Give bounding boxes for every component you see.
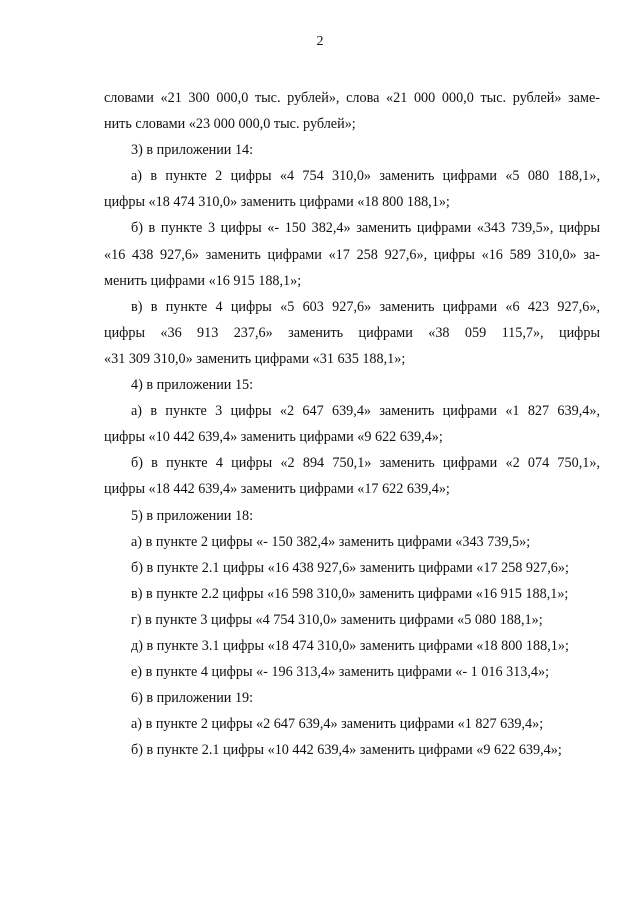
list-item: б) в пункте 4 цифры «2 894 750,1» заменить цифрами «2 074 750,1», [131,455,600,472]
list-item: а) в пункте 2 цифры «2 647 639,4» заменить цифрами «1 827 639,4»; [131,716,544,733]
document-body [104,85,600,763]
text-line: менить цифрами «16 915 188,1»; [104,272,302,289]
list-item: б) в пункте 2.1 цифры «16 438 927,6» заменить цифрами «17 258 927,6»; [131,559,569,576]
text-line: цифры «10 442 639,4» заменить цифрами «9 622 639,4»; [104,429,443,446]
list-item: 4) в приложении 15: [131,377,254,394]
list-item: е) в пункте 4 цифры «- 196 313,4» заменить цифрами «- 1 016 313,4»; [131,664,550,681]
list-item: 6) в приложении 19: [131,690,254,707]
list-item: 3) в приложении 14: [131,142,254,159]
list-item: в) в пункте 2.2 цифры «16 598 310,0» заменить цифрами «16 915 188,1»; [131,585,569,602]
list-item: в) в пункте 4 цифры «5 603 927,6» заменить цифрами «6 423 927,6», [131,298,600,315]
text-line: словами «21 300 000,0 тыс. рублей», слова «21 000 000,0 тыс. рублей» заме- [104,90,600,106]
text-line: цифры «18 474 310,0» заменить цифрами «18 800 188,1»; [104,194,450,211]
list-item: д) в пункте 3.1 цифры «18 474 310,0» заменить цифрами «18 800 188,1»; [131,637,569,654]
text-line: цифры «18 442 639,4» заменить цифрами «17 622 639,4»; [104,481,450,498]
text-line: нить словами «23 000 000,0 тыс. рублей»; [104,116,356,133]
list-item: а) в пункте 3 цифры «2 647 639,4» заменить цифрами «1 827 639,4», [131,403,600,420]
page-number: 2 [316,34,324,49]
list-item: г) в пункте 3 цифры «4 754 310,0» заменить цифрами «5 080 188,1»; [131,611,543,628]
list-item: б) в пункте 2.1 цифры «10 442 639,4» заменить цифрами «9 622 639,4»; [131,742,562,759]
list-item: б) в пункте 3 цифры «- 150 382,4» заменить цифрами «343 739,5», цифры [131,220,600,237]
text-line: цифры «36 913 237,6» заменить цифрами «38 059 115,7», цифры [104,324,600,341]
list-item: 5) в приложении 18: [131,507,254,524]
list-item: а) в пункте 2 цифры «4 754 310,0» заменить цифрами «5 080 188,1», [131,168,600,185]
text-line: «31 309 310,0» заменить цифрами «31 635 188,1»; [104,350,406,367]
text-line: «16 438 927,6» заменить цифрами «17 258 927,6», цифры «16 589 310,0» за- [104,246,600,263]
list-item: а) в пункте 2 цифры «- 150 382,4» заменить цифрами «343 739,5»; [131,533,531,550]
